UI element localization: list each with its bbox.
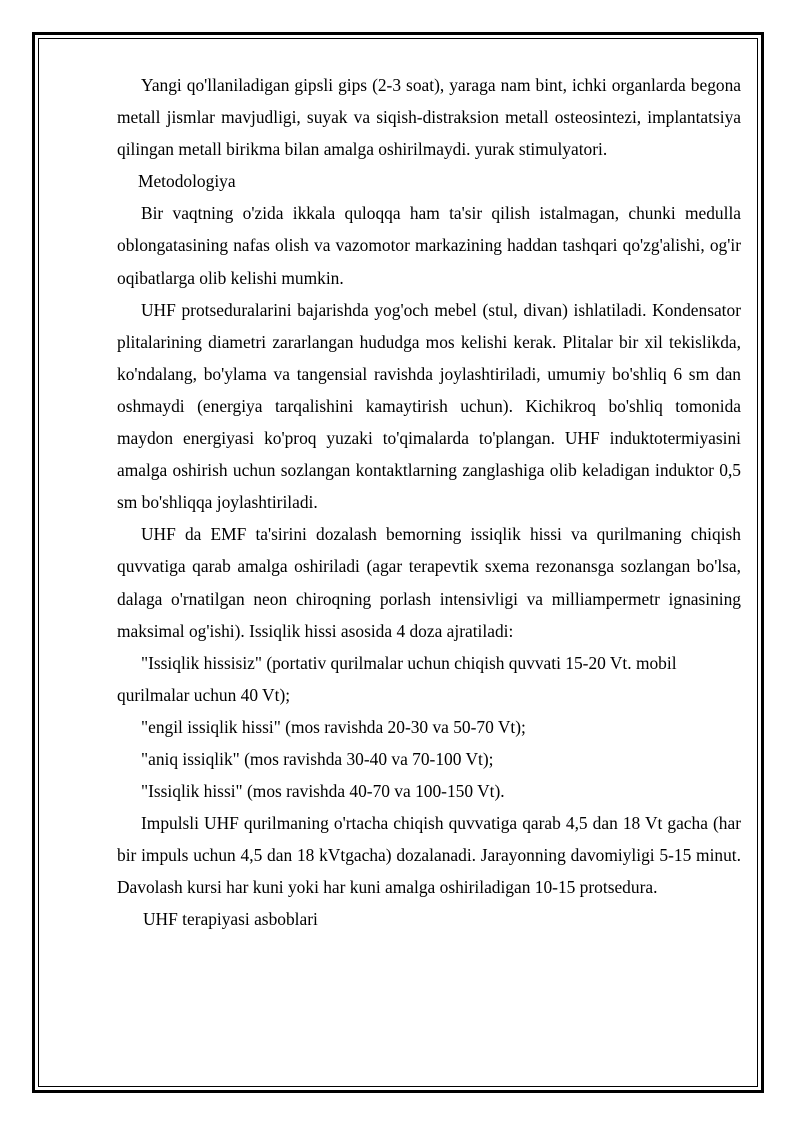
paragraph-contraindications: Yangi qo'llaniladigan gipsli gips (2-3 soat), yaraga nam bint, ichki organlarda begona metall jismlar mavjudligi, suyak va siqish-distraksion metall osteosintezi, implantatsiya qilingan metall birikma bilan amalga oshirilmaydi. yurak stimulyatori. [117,75,741,160]
dose-item-2: "engil issiqlik hissi" (mos ravishda 20-30 va 50-70 Vt); [141,716,526,737]
section-heading-methodology: Metodologiya [138,171,236,192]
dose-item-4: "Issiqlik hissi" (mos ravishda 40-70 va 100-150 Vt). [141,781,505,802]
section-heading-uhf-devices: UHF terapiyasi asboblari [143,909,318,930]
dose-item-3: "aniq issiqlik" (mos ravishda 30-40 va 70-100 Vt); [141,748,494,769]
document-body [117,69,741,936]
dose-item-1: "Issiqlik hissisiz" (portativ qurilmalar uchun chiqish quvvati 15-20 Vt. mobil qurilmalar uchun 40 Vt); [117,652,677,705]
paragraph-pulsed-uhf: Impulsli UHF qurilmaning o'rtacha chiqish quvvatiga qarab 4,5 dan 18 Vt gacha (har bir impuls uchun 4,5 dan 18 kVtgacha) dozalanadi. Jarayonning davomiyligi 5-15 minut. Davolash kursi har kuni yoki har kuni amalga oshiriladigan 10-15 protsedura. [117,813,741,898]
paragraph-dosage: UHF da EMF ta'sirini dozalash bemorning issiqlik hissi va qurilmaning chiqish quvvatiga qarab amalga oshiriladi (agar terapevtik sxema rezonansga sozlangan bo'lsa, dalaga o'rnatilgan neon chiroqning porlash intensivligi va milliampermetr ignasining maksimal og'ishi). Issiqlik hissi asosida 4 doza ajratiladi: [117,524,741,641]
paragraph-ears-warning: Bir vaqtning o'zida ikkala quloqqa ham ta'sir qilish istalmagan, chunki medulla oblongatasining nafas olish va vazomotor markazining haddan tashqari qo'zg'alishi, og'ir oqibatlarga olib kelishi mumkin. [117,203,741,288]
paragraph-procedure: UHF protseduralarini bajarishda yog'och mebel (stul, divan) ishlatiladi. Kondensator plitalarining diametri zararlangan hududga mos kelishi kerak. Plitalar bir xil tekislikda, ko'ndalang, bo'ylama va tangensial ravishda joylashtiriladi, umumiy bo'shliq 6 sm dan oshmaydi (energiya tarqalishini kamaytirish uchun). Kichikroq bo'shliq tomonida maydon energiyasi ko'proq yuzaki to'qimalarda to'plangan. UHF induktotermiyasini amalga oshirish uchun sozlangan kontaktlarning zanglashiga olib keladigan induktor 0,5 sm bo'shliqqa joylashtiriladi. [117,299,741,513]
